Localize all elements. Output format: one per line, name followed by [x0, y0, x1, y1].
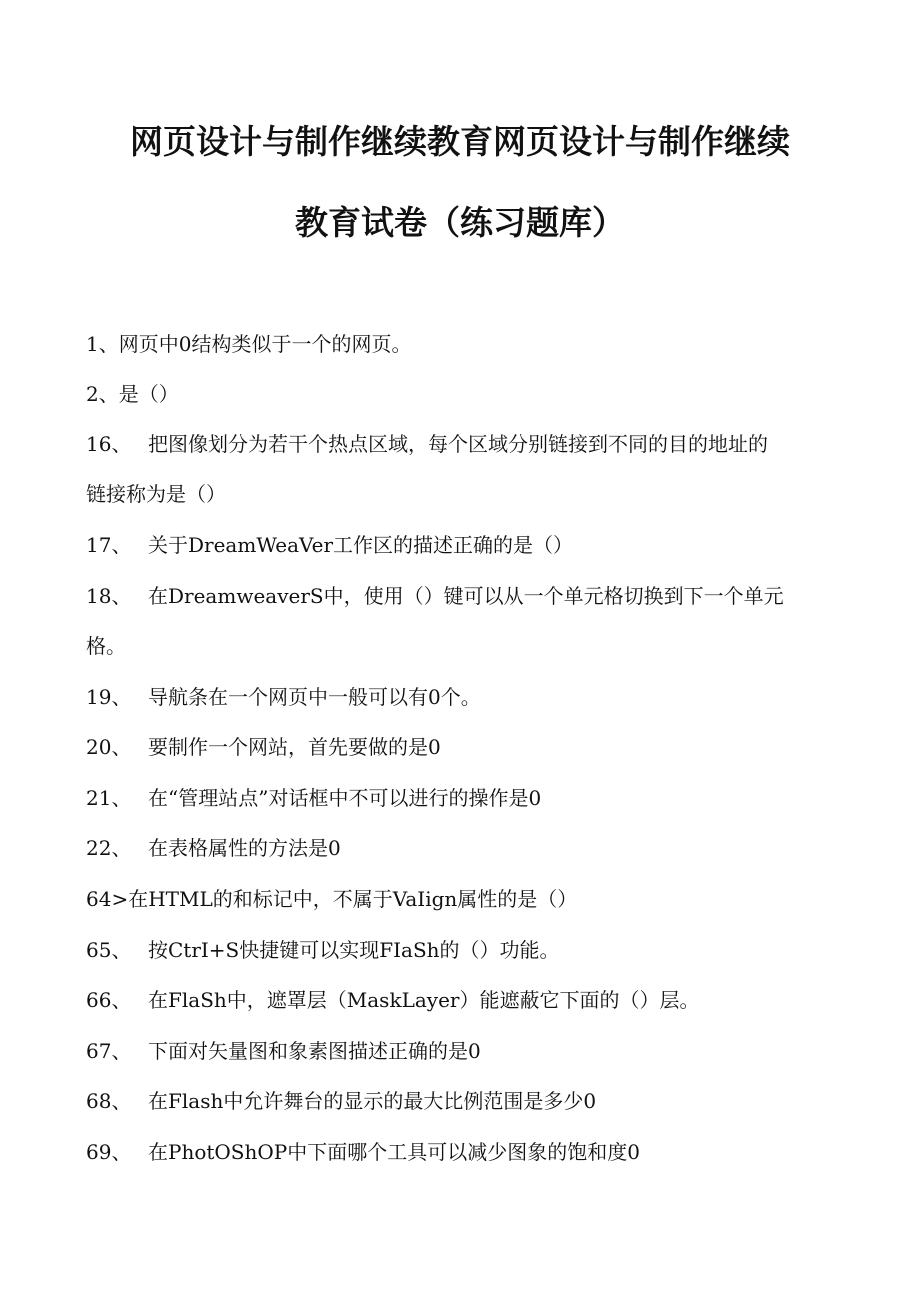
question-text: 在PhotOShOP中下面哪个工具可以减少图象的饱和度0: [148, 1140, 640, 1164]
question-68: [86, 1088, 596, 1114]
question-text: 按CtrI+S快捷键可以实现FIaSh的（）功能。: [148, 938, 560, 962]
question-text: 下面对矢量图和象素图描述正确的是0: [148, 1039, 481, 1063]
question-text: 在DreamweaverS中，使用（）键可以从一个单元格切换到下一个单元: [148, 584, 784, 608]
question-number: 20、: [86, 735, 132, 759]
question-16: [86, 431, 768, 457]
document-title-line-1: 网页设计与制作继续教育网页设计与制作继续: [130, 122, 790, 161]
question-21: [86, 785, 541, 811]
question-number: 67、: [86, 1039, 132, 1063]
question-number: 19、: [86, 685, 132, 709]
question-number: 64>: [86, 887, 129, 911]
question-18: [86, 583, 784, 609]
question-19: [86, 684, 481, 710]
question-text: 把图像划分为若干个热点区域，每个区域分别链接到不同的目的地址的: [148, 432, 768, 456]
question-number: 22、: [86, 836, 132, 860]
question-67: [86, 1038, 481, 1064]
question-text: 在Flash中允许舞台的显示的最大比例范围是多少0: [148, 1089, 597, 1113]
question-22: [86, 835, 341, 861]
question-number: 66、: [86, 988, 132, 1012]
question-number: 17、: [86, 533, 132, 557]
question-text: 在HTML的和标记中，不属于VaIign属性的是（）: [128, 887, 578, 911]
question-2: [86, 381, 179, 407]
question-number: 18、: [86, 584, 132, 608]
question-65: [86, 937, 560, 963]
question-number: 69、: [86, 1140, 132, 1164]
question-18-continuation: 格。: [86, 634, 126, 658]
question-17: [86, 532, 573, 558]
question-number: 65、: [86, 938, 132, 962]
question-1: [86, 331, 411, 357]
question-text: 网页中0结构类似于一个的网页。: [118, 332, 412, 356]
question-16-continuation: 链接称为是（）: [86, 482, 226, 506]
question-64: [86, 886, 577, 912]
question-number: 1、: [86, 332, 119, 356]
question-69: [86, 1139, 640, 1165]
question-66: [86, 987, 699, 1013]
question-text: 是（）: [118, 382, 179, 406]
question-number: 21、: [86, 786, 132, 810]
question-number: 2、: [86, 382, 119, 406]
question-text: 导航条在一个网页中一般可以有0个。: [148, 685, 481, 709]
question-text: 关于DreamWeaVer工作区的描述正确的是（）: [148, 533, 574, 557]
question-text: 在“管理站点”对话框中不可以进行的操作是0: [148, 786, 542, 810]
question-number: 68、: [86, 1089, 132, 1113]
question-text: 在FlaSh中，遮罩层（MaskLayer）能遮蔽它下面的（）层。: [148, 988, 700, 1012]
question-text: 在表格属性的方法是0: [148, 836, 341, 860]
question-20: [86, 734, 441, 760]
question-text: 要制作一个网站，首先要做的是0: [148, 735, 441, 759]
document-title-line-2: 教育试卷（练习题库）: [295, 203, 625, 242]
question-number: 16、: [86, 432, 132, 456]
